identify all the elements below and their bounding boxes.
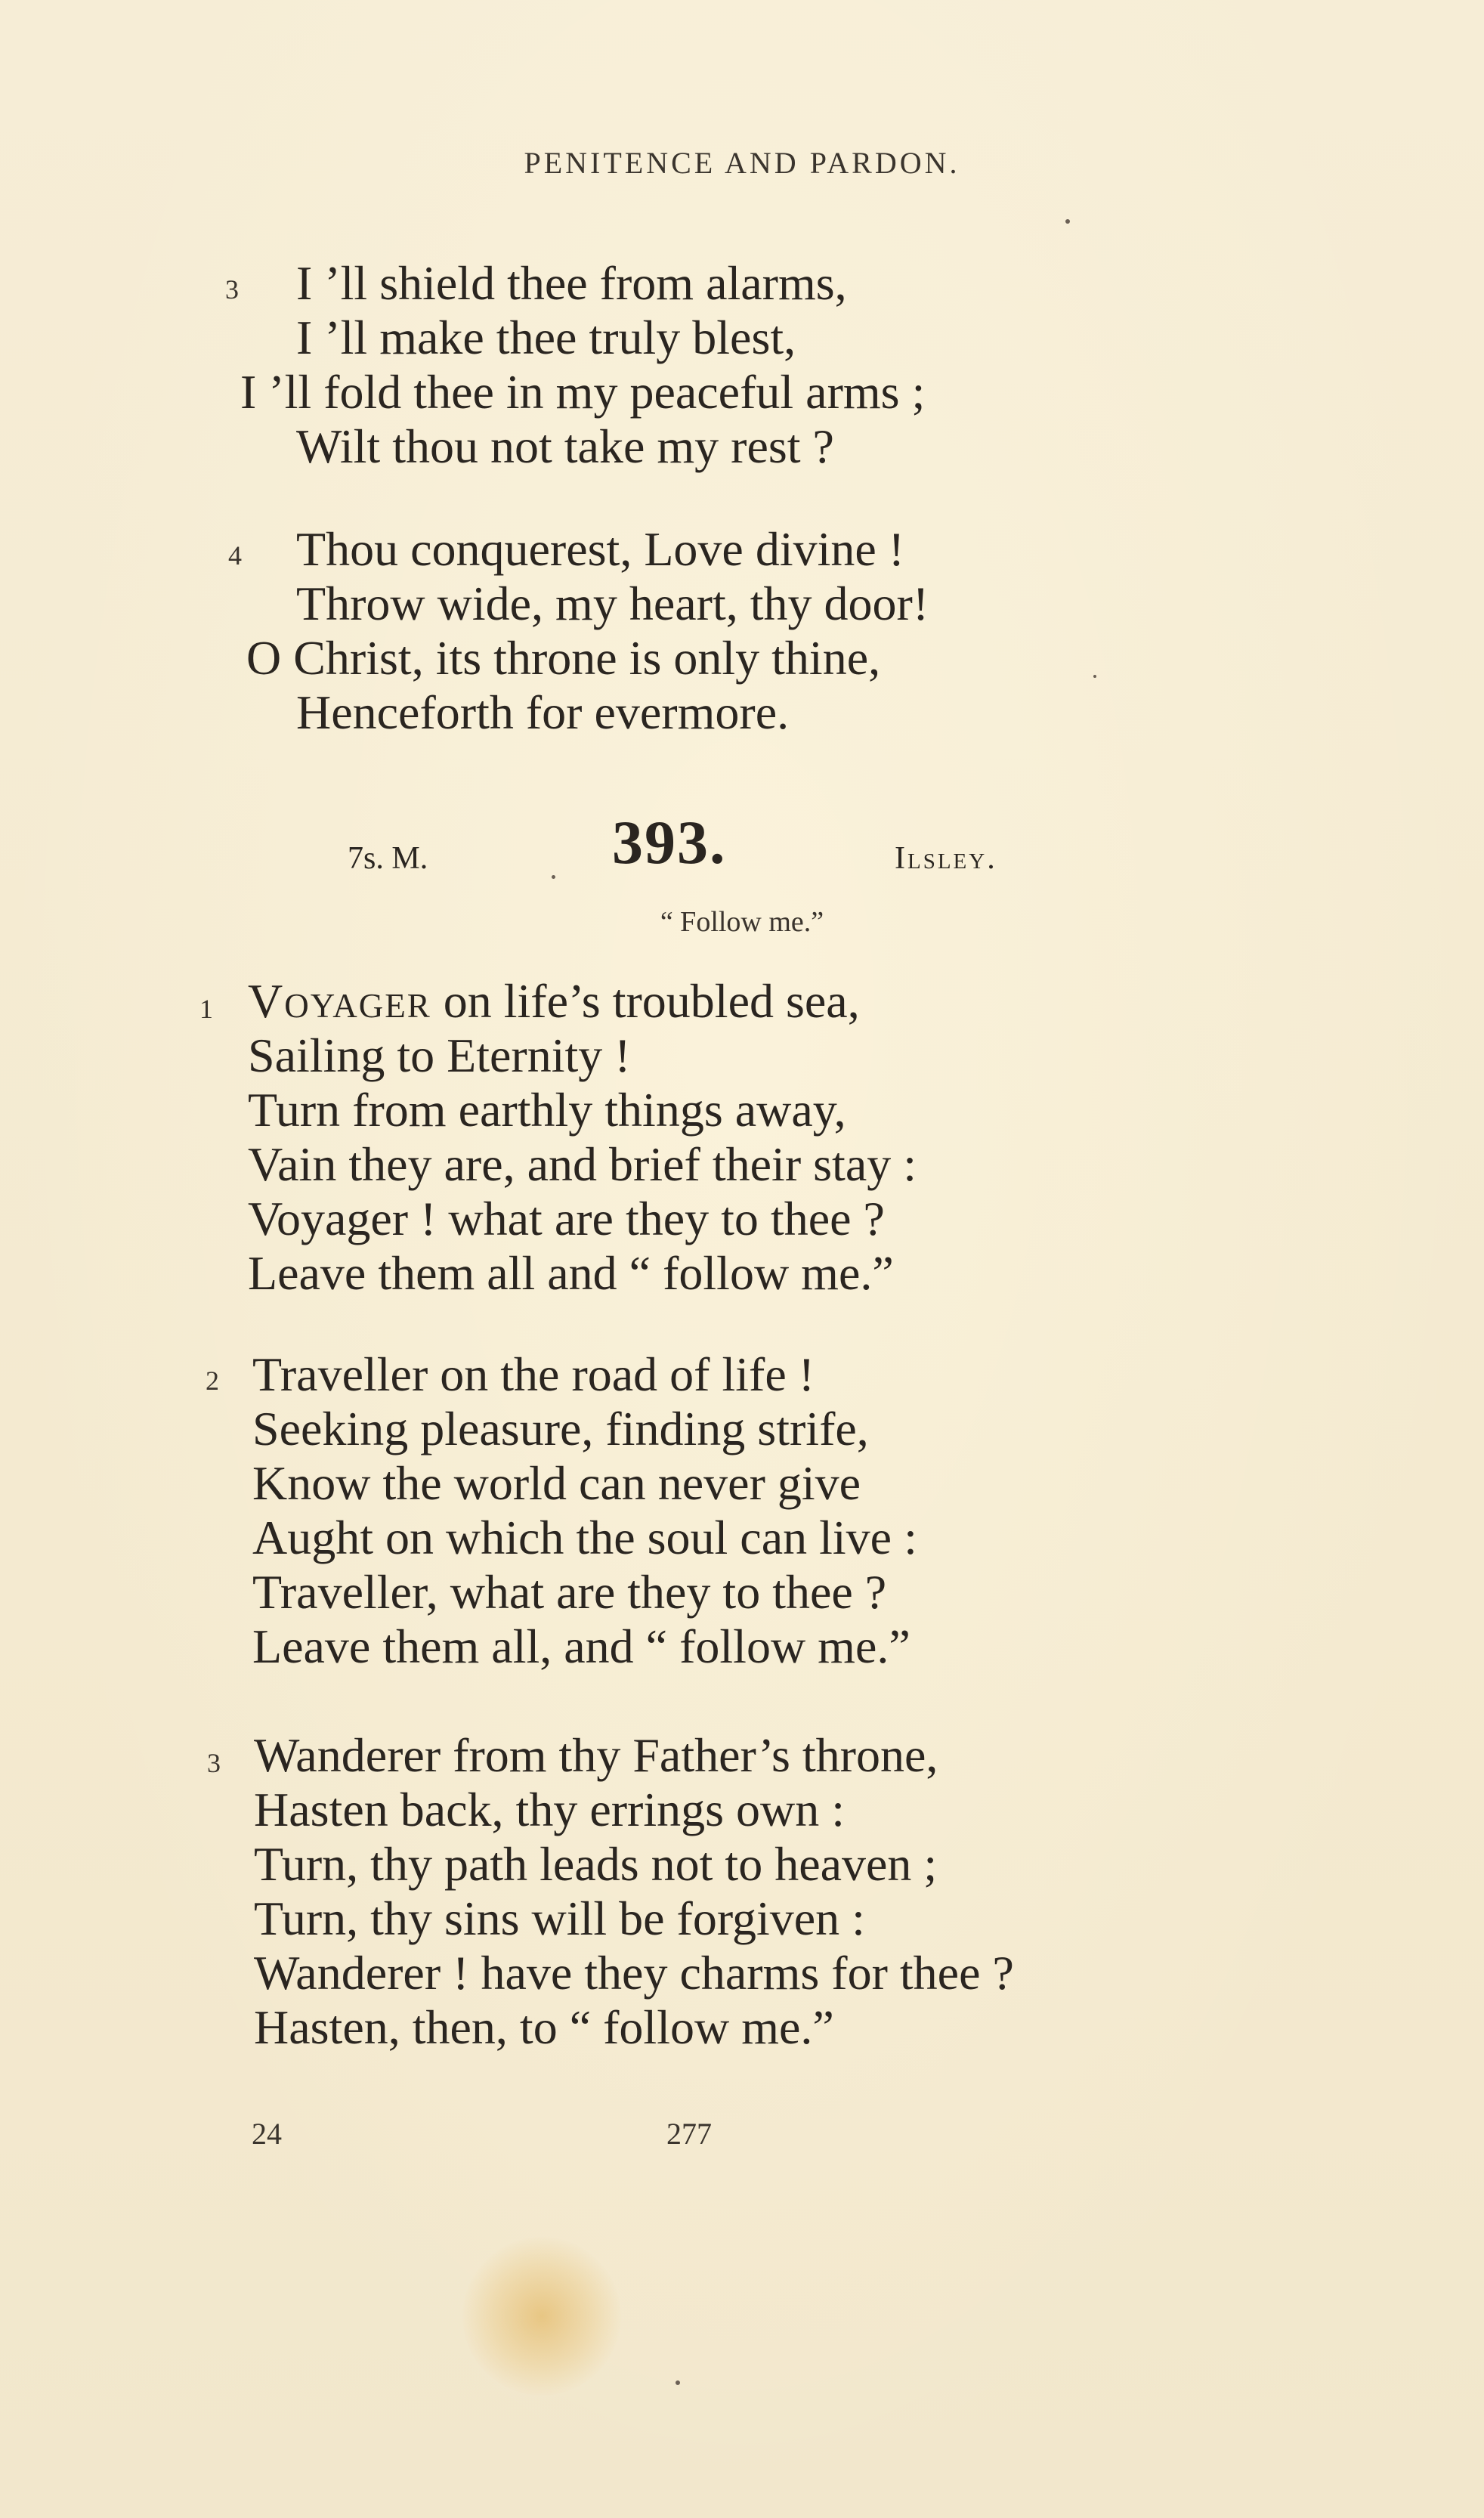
hymn-meter: 7s. M. xyxy=(348,841,428,876)
verse-line: Wanderer ! have they charms for thee ? xyxy=(254,1946,1014,2000)
verse-line: I ’ll make thee truly blest, xyxy=(296,311,796,364)
verse-line: Sailing to Eternity ! xyxy=(248,1029,631,1082)
verse-line: Thou conquerest, Love divine ! xyxy=(296,522,905,576)
ink-speck xyxy=(676,2380,680,2385)
stanza-number: 1 xyxy=(199,994,213,1024)
verse-line: Traveller, what are they to thee ? xyxy=(252,1565,887,1619)
first-word: Voyager xyxy=(248,974,431,1028)
verse-line: Traveller on the road of life ! xyxy=(252,1347,815,1401)
verse-line: I ’ll fold thee in my peaceful arms ; xyxy=(240,365,926,419)
verse-line: Turn from earthly things away, xyxy=(248,1083,846,1137)
verse-line: Vain they are, and brief their stay : xyxy=(248,1137,917,1191)
first-line-rest: on life’s troubled sea, xyxy=(431,974,860,1028)
ink-speck xyxy=(552,875,555,879)
verse-line: Throw wide, my heart, thy door! xyxy=(296,577,929,630)
verse-line: Voyager ! what are they to thee ? xyxy=(248,1192,885,1245)
stanza-number: 4 xyxy=(228,540,242,571)
verse-line: Hasten back, thy errings own : xyxy=(254,1783,846,1836)
verse-line: O Christ, its throne is only thine, xyxy=(246,631,881,685)
verse-line: Turn, thy sins will be forgiven : xyxy=(254,1892,865,1945)
running-head: PENITENCE AND PARDON. xyxy=(524,146,960,180)
ink-speck xyxy=(1093,675,1096,678)
epigraph: “ Follow me.” xyxy=(660,906,824,938)
stanza-number: 3 xyxy=(207,1748,221,1778)
stanza-number: 2 xyxy=(206,1366,219,1396)
verse-line: I ’ll shield thee from alarms, xyxy=(296,256,847,310)
verse-line: Aught on which the soul can live : xyxy=(252,1511,917,1564)
verse-line: Know the world can never give xyxy=(252,1456,861,1510)
verse-line: Turn, thy path leads not to heaven ; xyxy=(254,1837,938,1891)
page-number: 277 xyxy=(666,2117,712,2151)
hymn-number: 393. xyxy=(612,808,727,877)
signature-mark: 24 xyxy=(252,2117,282,2151)
verse-line: Henceforth for evermore. xyxy=(296,685,790,739)
ink-speck xyxy=(1065,219,1070,224)
foxing-stain xyxy=(462,2237,621,2396)
verse-line: Wanderer from thy Father’s throne, xyxy=(254,1728,938,1782)
verse-line: Hasten, then, to “ follow me.” xyxy=(254,2000,834,2054)
verse-line-first xyxy=(248,975,860,1028)
verse-line: Leave them all and “ follow me.” xyxy=(248,1246,894,1300)
verse-line: Leave them all, and “ follow me.” xyxy=(252,1619,910,1673)
verse-line: Wilt thou not take my rest ? xyxy=(296,419,834,473)
stanza-number: 3 xyxy=(225,274,239,305)
tune-name: Ilsley. xyxy=(895,841,997,876)
verse-line: Seeking pleasure, finding strife, xyxy=(252,1402,869,1455)
